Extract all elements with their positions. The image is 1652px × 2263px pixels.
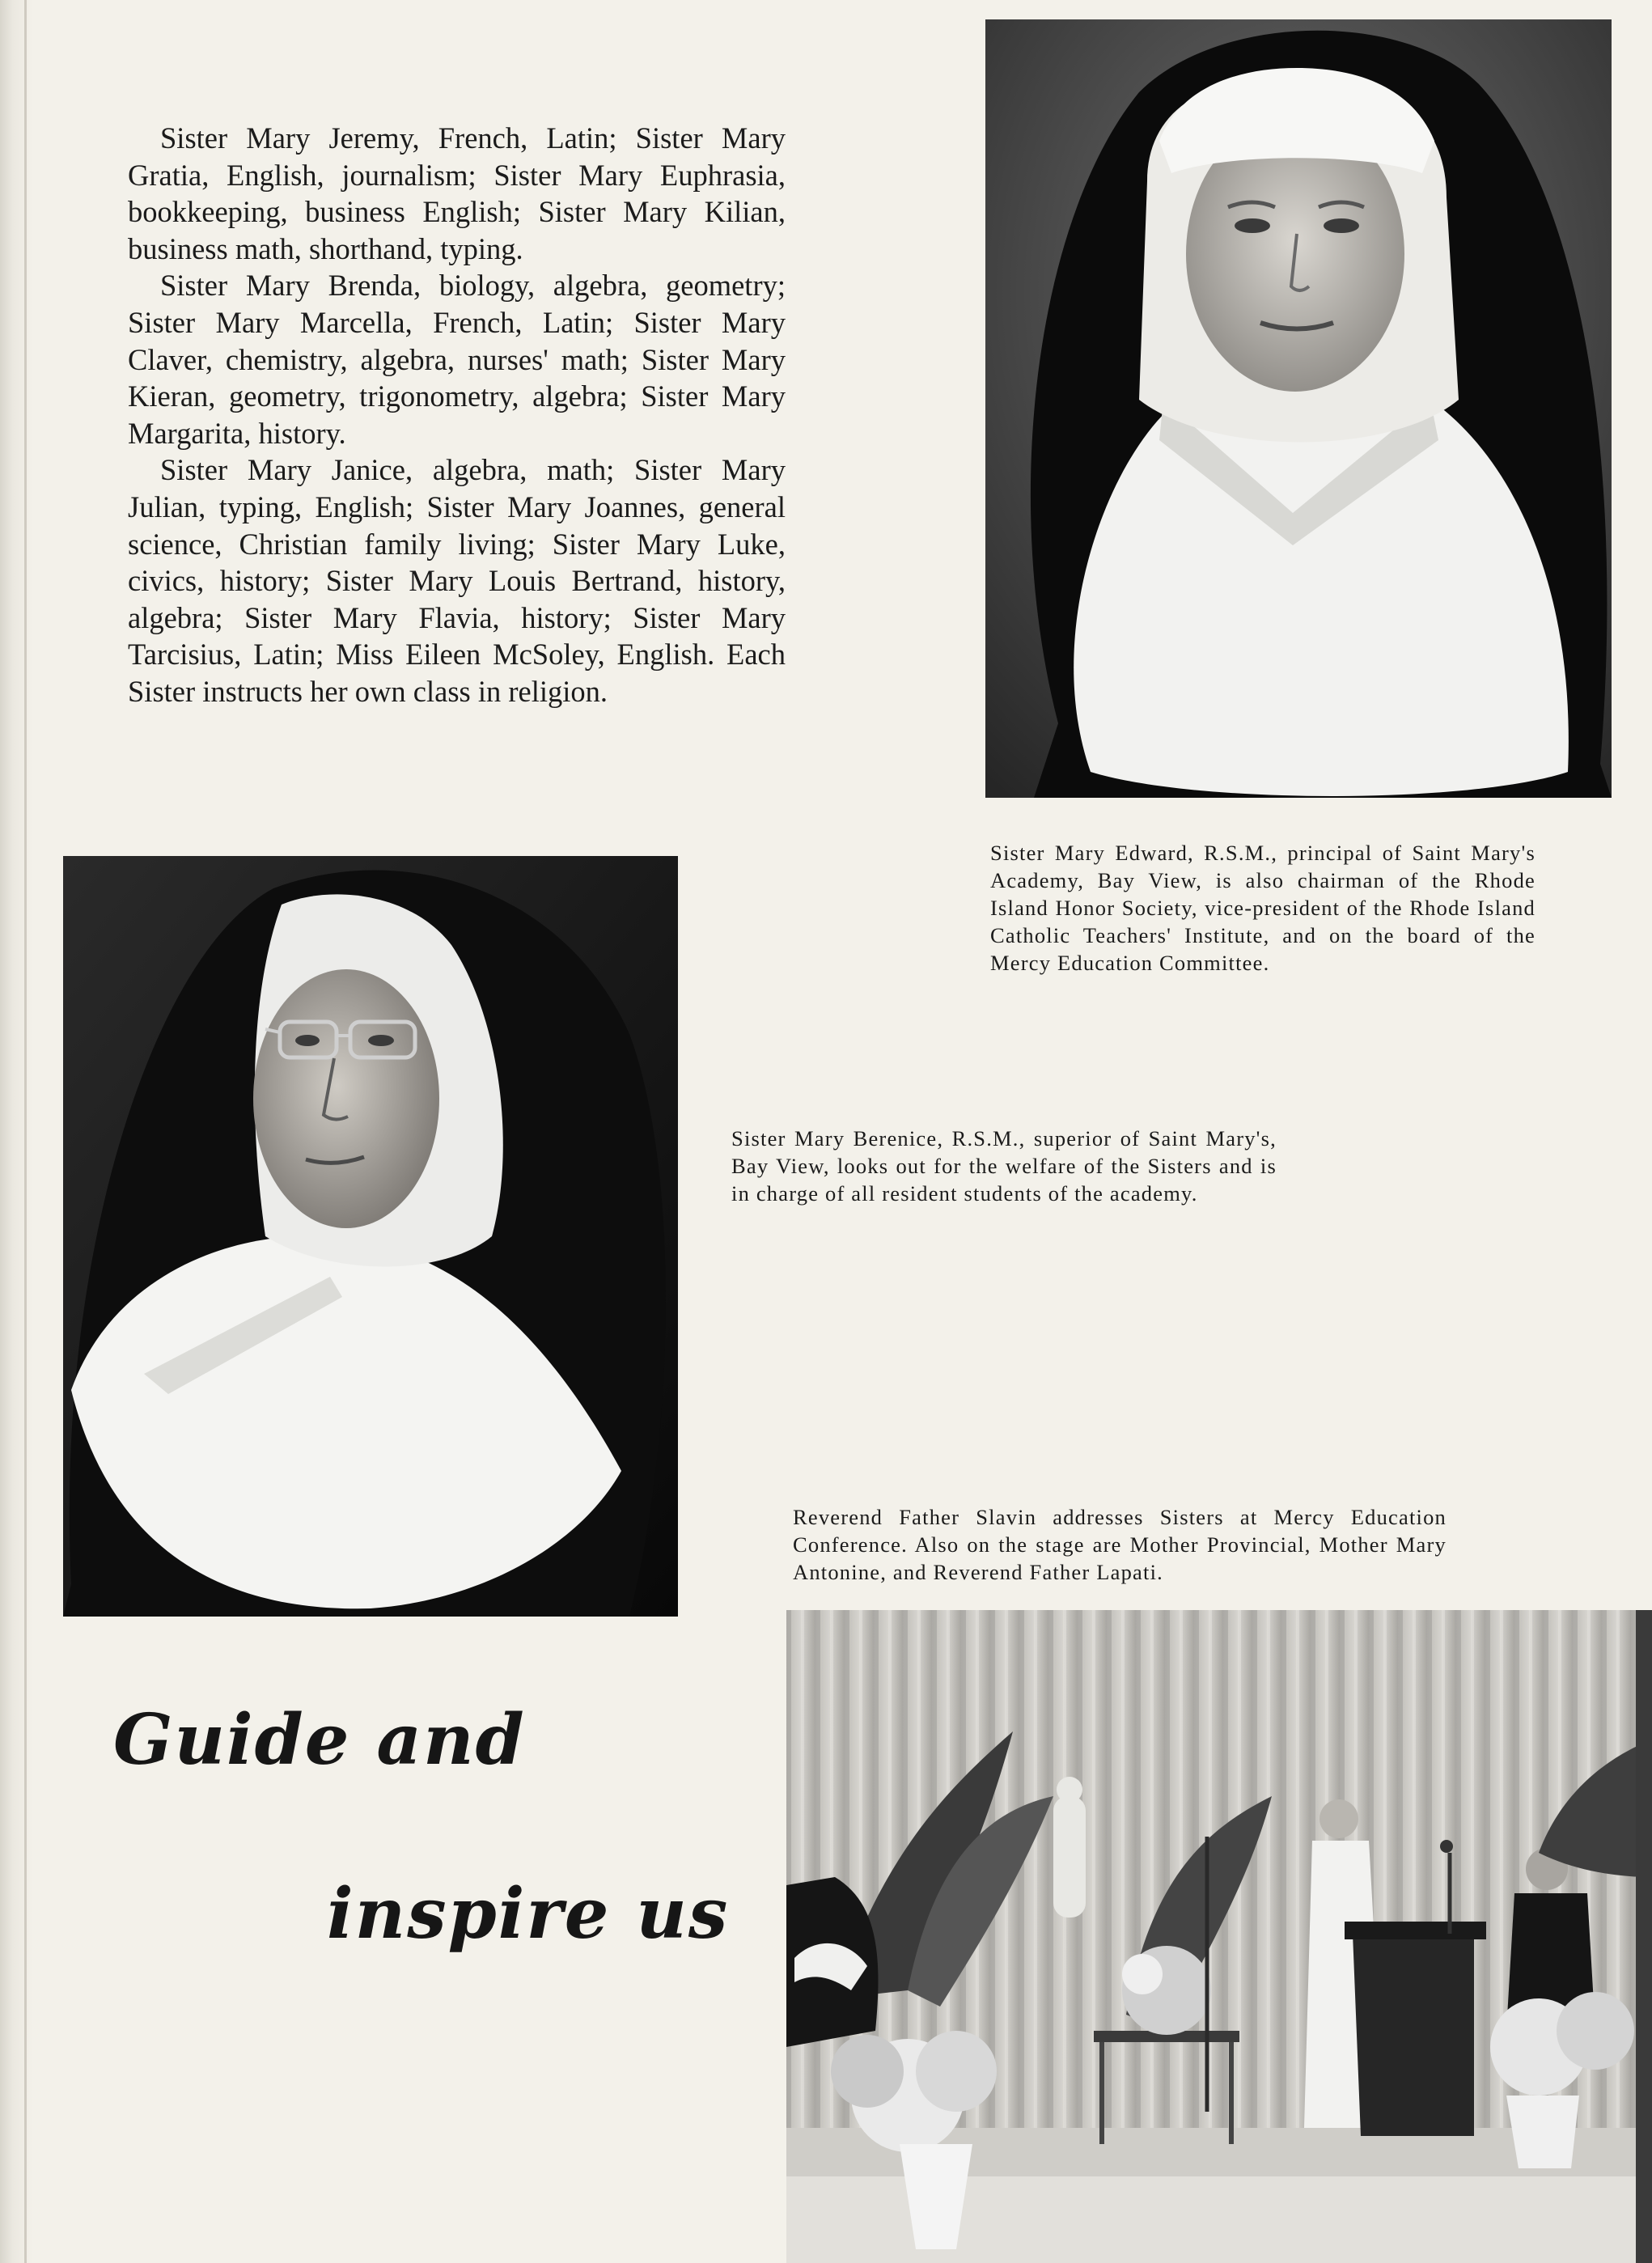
portrait-sister-mary-edward [985, 19, 1612, 798]
headline-line-2: inspire us [327, 1873, 730, 1955]
faculty-paragraph-1: Sister Mary Jeremy, French, Latin; Sister Mary Gratia, English, journalism; Sister Mary Euphrasia, bookkeeping, business English; Sister Mary Kilian, business math, shorthand, typing. [128, 121, 786, 265]
portrait-berenice-illustration [63, 856, 678, 1617]
page-binding-line [24, 0, 27, 2263]
caption-sister-mary-edward: Sister Mary Edward, R.S.M., principal of Saint Mary's Academy, Bay View, is also chairman of the Rhode Island Honor Society, vice-president of the Rhode Island Catholic Teachers' Institute, and on the board of the Mercy Education Committee. [990, 841, 1536, 975]
faculty-list-text [128, 120, 786, 710]
photo-mercy-education-conference-stage [786, 1610, 1652, 2263]
caption-sister-mary-berenice: Sister Mary Berenice, R.S.M., superior of Saint Mary's, Bay View, looks out for the welfare of the Sisters and is in charge of all resident students of the academy. [731, 1126, 1277, 1206]
portrait-sister-mary-berenice [63, 856, 678, 1617]
headline-line-1: Guide and [113, 1699, 526, 1781]
faculty-paragraph-2: Sister Mary Brenda, biology, algebra, geometry; Sister Mary Marcella, French, Latin; Sister Mary Claver, chemistry, algebra, nurses' math; Sister Mary Kieran, geometry, trigonometry, algebra; Sister Mary Margarita, history. [128, 269, 786, 450]
portrait-edward-illustration [985, 19, 1612, 798]
stage-scene-illustration [786, 1610, 1652, 2263]
caption-mercy-education-conference: Reverend Father Slavin addresses Sisters at Mercy Education Conference. Also on the stage are Mother Provincial, Mother Mary Antonine, and Reverend Father Lapati. [793, 1505, 1447, 1584]
faculty-paragraph-3: Sister Mary Janice, algebra, math; Sister Mary Julian, typing, English; Sister Mary Joannes, general science, Christian family living; Sister Mary Luke, civics, history; Sister Mary Louis Bertrand, history, algebra; Sister Mary Flavia, history; Sister Mary Tarcisius, Latin; Miss Eileen McSoley, English. Each Sister instructs her own class in religion. [128, 453, 786, 708]
page-binding-edge [0, 0, 32, 2263]
